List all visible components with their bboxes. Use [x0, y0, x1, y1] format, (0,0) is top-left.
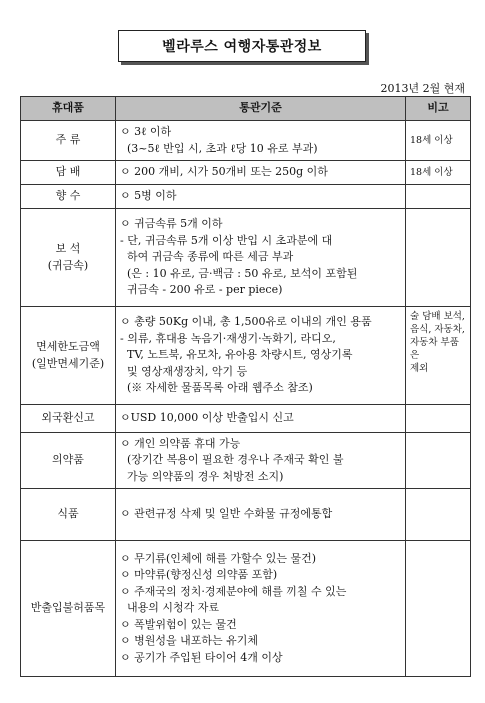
rule-line: (※ 자세한 물품목록 아래 웹주소 참조) [120, 381, 313, 395]
note-cell [406, 489, 471, 541]
item-cell [21, 161, 116, 185]
rule-cell [116, 541, 406, 677]
header-rule: 통관기준 [116, 97, 406, 121]
table-row [21, 185, 471, 209]
table-row [21, 489, 471, 541]
rule-line: (3~5ℓ 반입 시, 초과 ℓ당 10 유로 부과) [120, 141, 318, 155]
title-text: 벨라루스 여행자통관정보 [162, 39, 322, 55]
note-cell [406, 541, 471, 677]
rule-line: ㅇ 3ℓ 이하 [120, 125, 172, 138]
header-item: 휴대품 [21, 97, 116, 121]
rule-line: 및 영상재생장치, 악기 등 [120, 364, 248, 378]
rule-cell [116, 307, 406, 405]
note-cell [406, 161, 471, 185]
rule-line: ㅇ 관련규정 삭제 및 일반 수화물 규정에통합 [120, 507, 333, 521]
note-cell [406, 405, 471, 433]
rule-line: ㅇ 마약류(향정신성 의약품 포함) [120, 568, 278, 582]
item-cell [21, 185, 116, 209]
item-label: 담 배 [55, 165, 81, 179]
rule-cell [116, 209, 406, 307]
rule-line: ㅇ 공기가 주입된 타이어 4개 이상 [120, 650, 283, 664]
table-row [21, 161, 471, 185]
customs-table [20, 96, 471, 677]
item-label: 주 류 [55, 133, 81, 147]
item-label: 반출입불허품목 [30, 601, 106, 615]
rule-line: ㅇ 5병 이하 [120, 189, 177, 203]
note-text: 18세 이상 [410, 135, 453, 146]
item-cell [21, 209, 116, 307]
rule-cell [116, 121, 406, 161]
rule-line: TV, 노트북, 유모차, 유아용 차량시트, 영상기록 [120, 348, 353, 362]
note-text: 음식, 자동차, [410, 324, 465, 335]
rule-line: ㅇ 폭발위험이 있는 물건 [120, 617, 237, 631]
table-row [21, 433, 471, 489]
item-cell [21, 433, 116, 489]
item-cell [21, 541, 116, 677]
rule-cell [116, 161, 406, 185]
item-label: 식품 [57, 507, 79, 521]
table-row [21, 121, 471, 161]
header-note: 비고 [406, 97, 471, 121]
item-label: 보 석 [55, 242, 81, 255]
item-label: 의약품 [52, 453, 84, 467]
date-label: 2013년 2월 현재 [380, 82, 465, 95]
note-text: 자동차 부품은 [410, 337, 459, 361]
rule-line: 가능 의약품의 경우 처방전 소지) [120, 469, 284, 483]
note-cell [406, 433, 471, 489]
rule-cell [116, 433, 406, 489]
item-label: (귀금속) [47, 258, 89, 272]
item-cell [21, 121, 116, 161]
table-row [21, 541, 471, 677]
rule-line: ㅇ 무기류(인체에 해를 가할수 있는 물건) [120, 551, 317, 565]
rule-line: ㅇ 병원성을 내포하는 유기체 [120, 634, 259, 648]
table-row [21, 307, 471, 405]
note-cell [406, 209, 471, 307]
table-row [21, 405, 471, 433]
rule-line: ㅇUSD 10,000 이상 반출입시 신고 [120, 411, 294, 425]
note-cell [406, 121, 471, 161]
rule-line: 내용의 시청각 자료 [120, 601, 219, 615]
document-title [118, 30, 366, 62]
item-label: 면세한도금액 [36, 340, 100, 353]
rule-line: ㅇ 주재국의 정치·경제분야에 해를 끼칠 수 있는 [120, 584, 347, 598]
rule-cell [116, 185, 406, 209]
table-header-row [21, 97, 471, 121]
item-label: 향 수 [55, 189, 81, 203]
note-text: 제외 [410, 363, 429, 374]
note-text: 18세 이상 [410, 167, 453, 178]
rule-cell [116, 405, 406, 433]
rule-line: 하여 귀금속 종류에 따른 세금 부과 [120, 250, 294, 264]
rule-line: (장기간 복용이 필요한 경우나 주재국 확인 불 [120, 453, 344, 467]
rule-line: ㅇ 총량 50Kg 이내, 총 1,500유로 이내의 개인 용품 [120, 315, 372, 329]
note-text: 술 담배 보석, [410, 311, 465, 322]
note-cell [406, 185, 471, 209]
item-cell [21, 489, 116, 541]
rule-line: 귀금속 - 200 유로 - per piece) [120, 283, 283, 297]
rule-line: (은 : 10 유로, 금·백금 : 50 유로, 보석이 포함된 [120, 266, 358, 280]
item-cell [21, 307, 116, 405]
rule-line: ㅇ 개인 의약품 휴대 가능 [120, 436, 241, 450]
rule-line: - 의류, 휴대용 녹음기·재생기·녹화기, 라디오, [120, 331, 336, 345]
rule-line: ㅇ 200 개비, 시가 50개비 또는 250g 이하 [120, 165, 328, 179]
rule-line: - 단, 귀금속류 5개 이상 반입 시 초과분에 대 [120, 233, 333, 247]
rule-cell [116, 489, 406, 541]
item-label: (일반면세기준) [31, 356, 105, 370]
note-cell [406, 307, 471, 405]
item-label: 외국환신고 [41, 411, 95, 425]
rule-line: ㅇ 귀금속류 5개 이하 [120, 217, 223, 231]
item-cell [21, 405, 116, 433]
table-row [21, 209, 471, 307]
